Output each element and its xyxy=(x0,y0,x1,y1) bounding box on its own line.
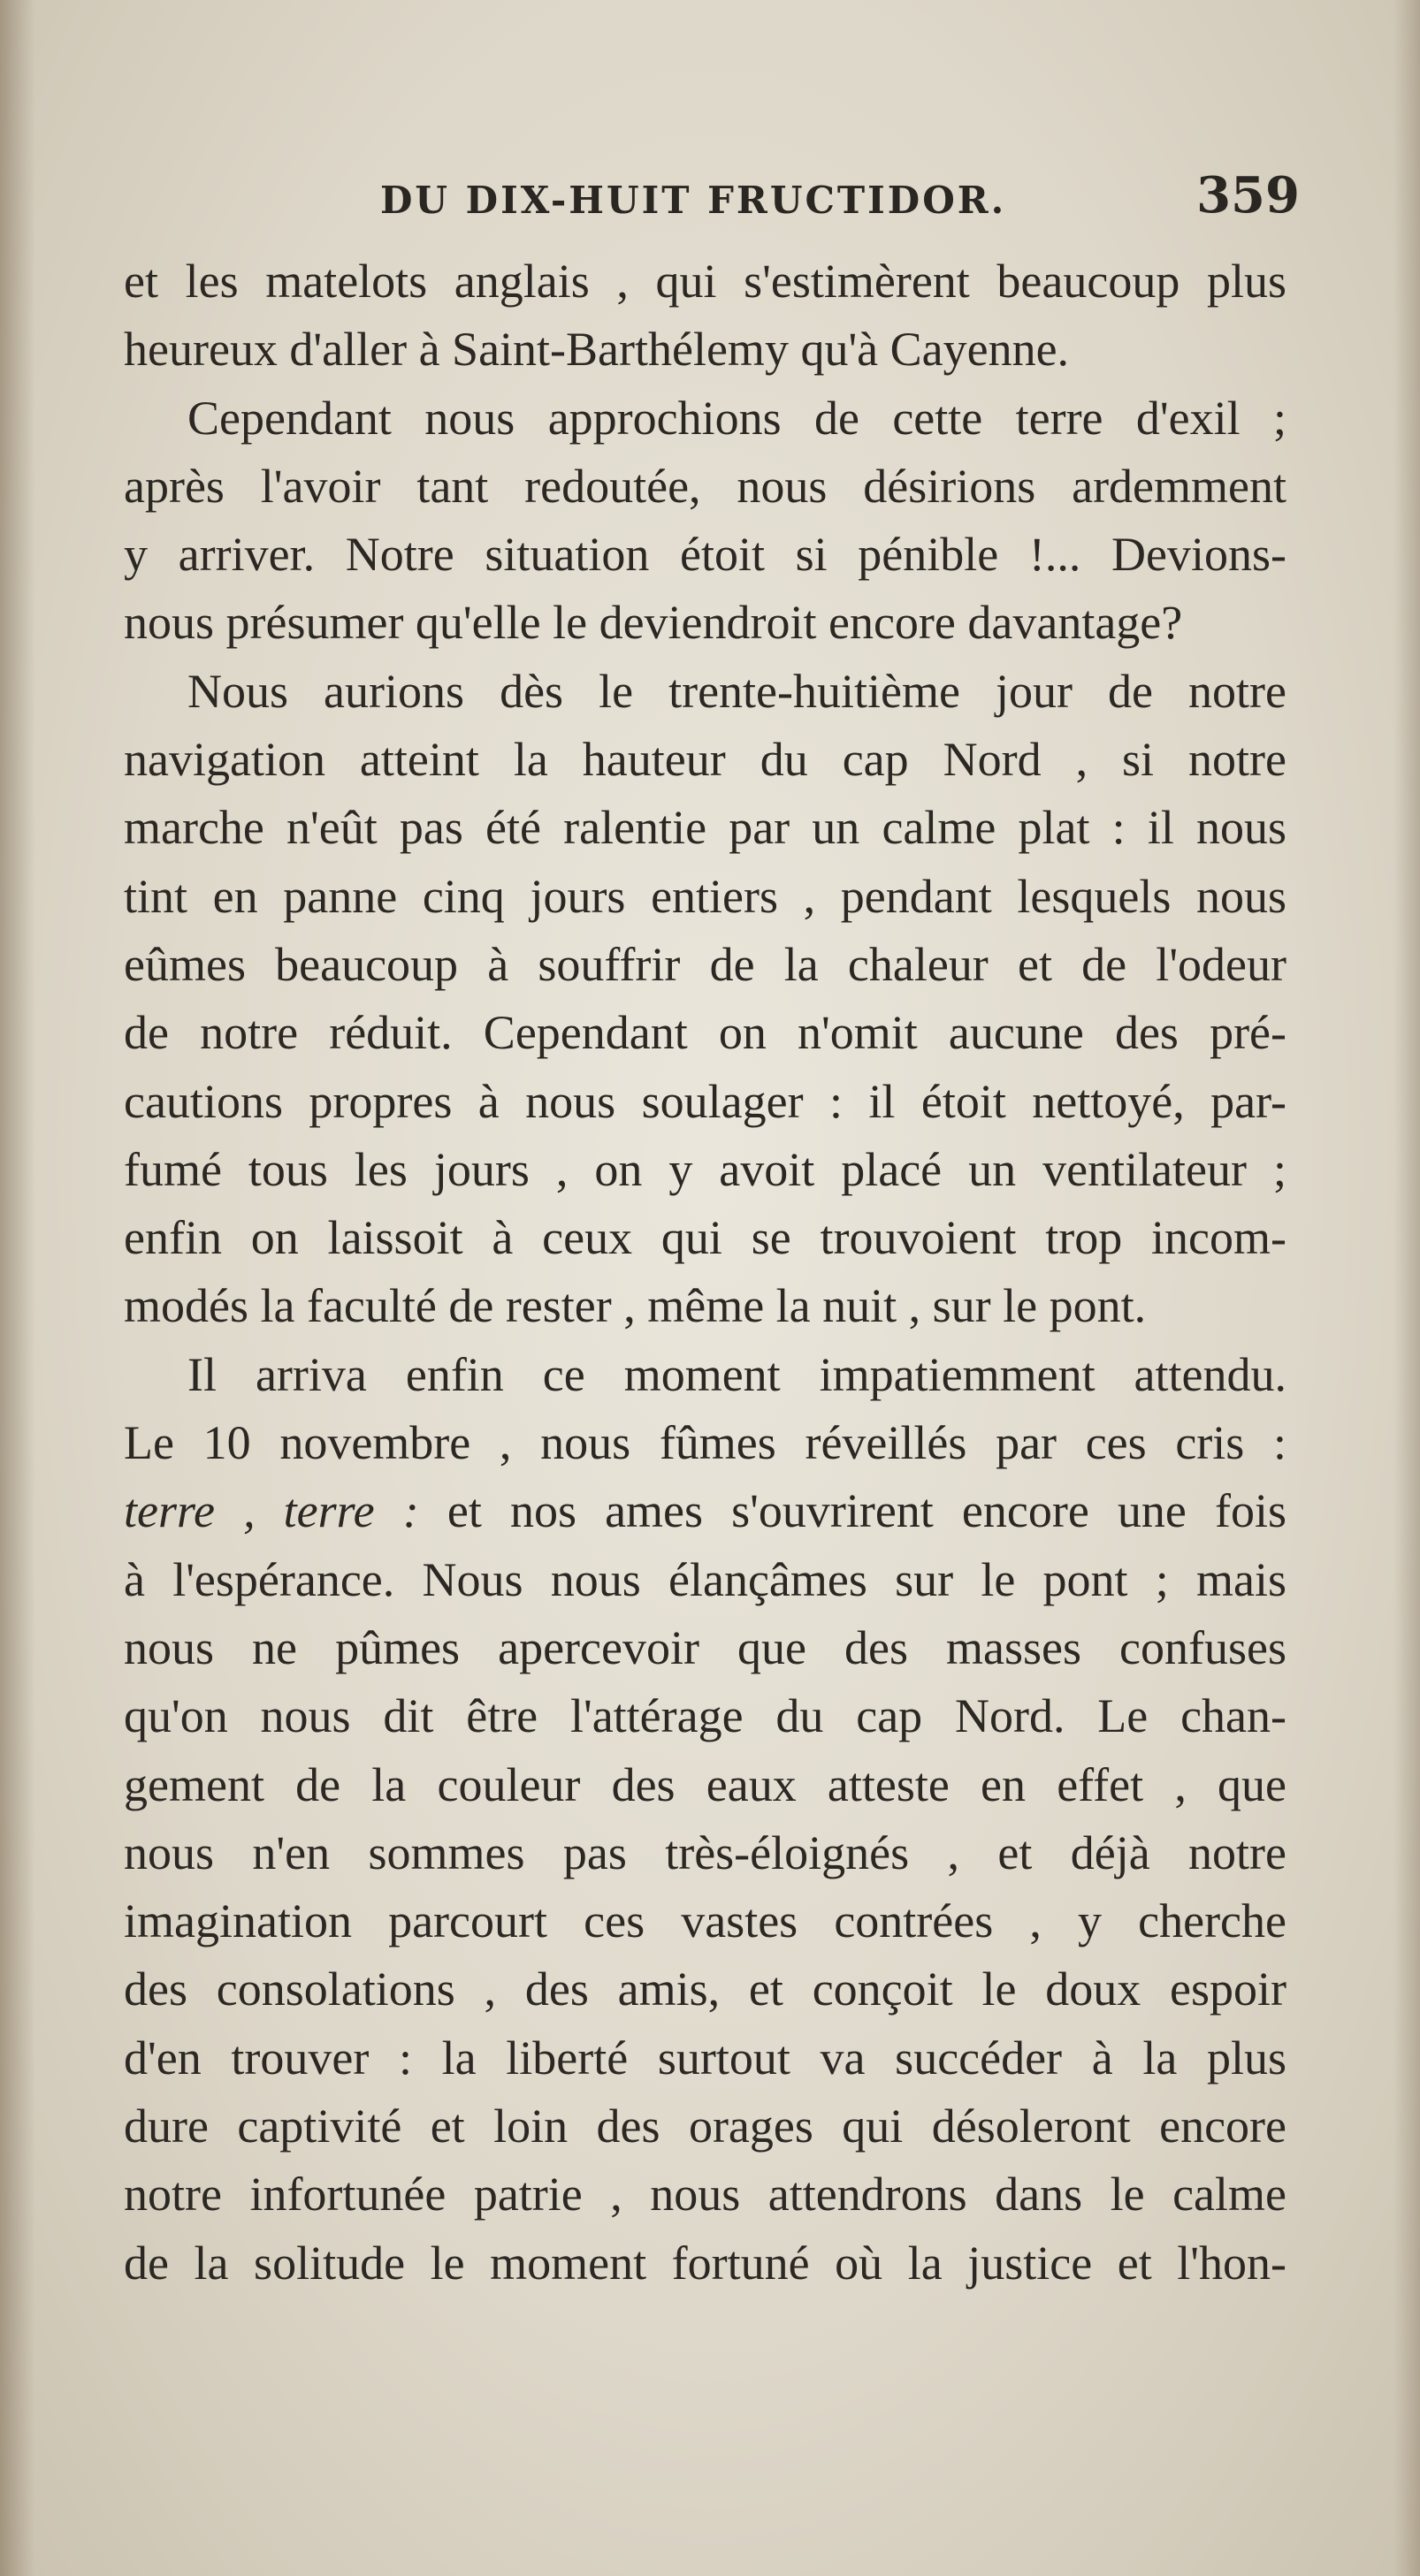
text-line: fumé tous les jours , on y avoit placé un ventilateur ; xyxy=(124,1142,1286,1196)
text-line: Nous aurions dès le trente-huitième jour de notre xyxy=(187,664,1286,718)
text-line: cautions propres à nous soulager : il étoit nettoyé, par- xyxy=(124,1074,1286,1128)
text-line: enfin on laissoit à ceux qui se trouvoient trop incom- xyxy=(124,1211,1286,1265)
text-line: Il arriva enfin ce moment impatiemment attendu. xyxy=(187,1347,1286,1401)
text-line: eûmes beaucoup à souffrir de la chaleur et de l'odeur xyxy=(124,937,1286,991)
text-line: navigation atteint la hauteur du cap Nord , si notre xyxy=(124,733,1286,787)
text-line: de notre réduit. Cependant on n'omit aucune des pré- xyxy=(124,1006,1286,1060)
italic-text: terre , terre : xyxy=(124,1484,419,1538)
text-segment: et nos ames s'ouvrirent encore une fois xyxy=(418,1484,1286,1538)
text-line: de la solitude le moment fortuné où la justice et l'hon- xyxy=(124,2236,1286,2290)
text-line: tint en panne cinq jours entiers , pendant lesquels nous xyxy=(124,869,1286,923)
body-text xyxy=(124,248,1286,2298)
text-line: après l'avoir tant redoutée, nous désirions ardemment xyxy=(124,459,1286,513)
text-line: heureux d'aller à Saint-Barthélemy qu'à Cayenne. xyxy=(124,323,1070,377)
text-line: qu'on nous dit être l'attérage du cap Nord. Le chan- xyxy=(124,1689,1286,1743)
text-line: y arriver. Notre situation étoit si pénible !... Devions- xyxy=(124,528,1286,582)
text-line: modés la faculté de rester , même la nuit , sur le pont. xyxy=(124,1279,1147,1333)
text-line: des consolations , des amis, et conçoit le doux espoir xyxy=(124,1962,1286,2016)
text-line: nous ne pûmes apercevoir que des masses confuses xyxy=(124,1620,1286,1674)
page-number: 359 xyxy=(1196,166,1300,225)
text-line: imagination parcourt ces vastes contrées , y cherche xyxy=(124,1894,1286,1948)
text-line: Cependant nous approchions de cette terre d'exil ; xyxy=(187,391,1286,445)
text-line: Le 10 novembre , nous fûmes réveillés par ces cris : xyxy=(124,1416,1286,1470)
text-line: d'en trouver : la liberté surtout va succéder à la plus xyxy=(124,2031,1286,2084)
text-line: nous présumer qu'elle le deviendroit encore davantage? xyxy=(124,596,1183,650)
text-line: marche n'eût pas été ralentie par un calme plat : il nous xyxy=(124,801,1286,855)
page-header xyxy=(124,166,1300,237)
text-line: dure captivité et loin des orages qui désoleront encore xyxy=(124,2100,1286,2153)
text-line: à l'espérance. Nous nous élançâmes sur le pont ; mais xyxy=(124,1552,1286,1606)
text-line: gement de la couleur des eaux atteste en effet , que xyxy=(124,1757,1286,1811)
running-title: DU DIX-HUIT FRUCTIDOR. xyxy=(380,179,1007,222)
text-line: notre infortunée patrie , nous attendrons dans le calme xyxy=(124,2168,1286,2222)
text-line xyxy=(124,1477,1286,1545)
text-line: et les matelots anglais , qui s'estimèrent beaucoup plus xyxy=(124,255,1286,308)
text-line: nous n'en sommes pas très-éloignés , et déjà notre xyxy=(124,1825,1286,1879)
